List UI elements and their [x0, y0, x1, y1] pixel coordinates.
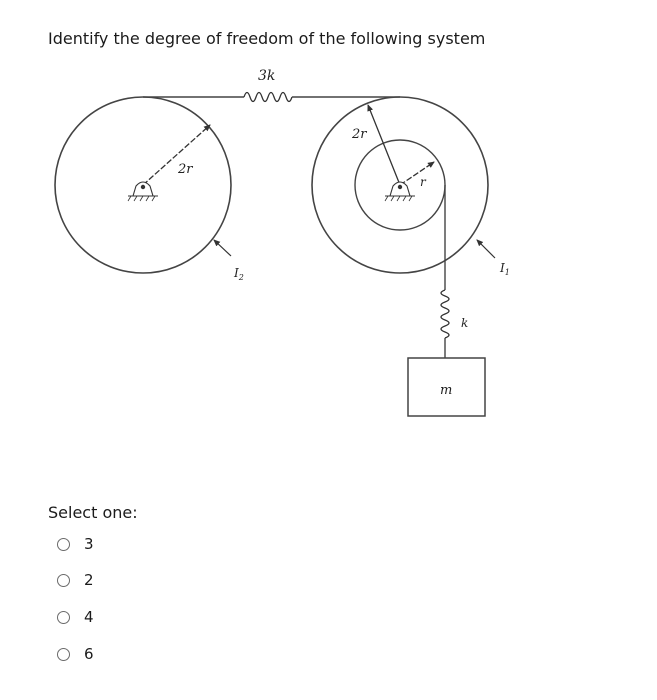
left-radius-label: 2r: [178, 162, 193, 177]
hang-spring-label: k: [461, 316, 469, 330]
option-3[interactable]: [57, 608, 94, 626]
left-disk: [55, 97, 231, 273]
right-inner-radius-label: r: [420, 175, 426, 189]
radio-circle-icon[interactable]: [57, 648, 70, 661]
option-label: 3: [84, 535, 94, 553]
option-2[interactable]: [57, 571, 94, 589]
right-outer-radius-label: 2r: [352, 127, 367, 142]
radio-circle-icon[interactable]: [57, 574, 70, 587]
radio-circle-icon[interactable]: [57, 611, 70, 624]
select-one-label: Select one:: [48, 503, 138, 522]
right-pivot-icon: [385, 182, 415, 201]
option-4[interactable]: [57, 645, 94, 663]
left-inertia-label: $I_2$: [234, 266, 244, 282]
option-1[interactable]: [57, 535, 94, 553]
mass-label: m: [440, 383, 453, 398]
hanging-spring-mass: [408, 185, 485, 416]
left-pivot-icon: [128, 182, 158, 201]
top-spring-label: 3k: [258, 68, 276, 84]
right-disk: [312, 97, 495, 273]
option-label: 4: [84, 608, 94, 626]
radio-circle-icon[interactable]: [57, 538, 70, 551]
question-text: Identify the degree of freedom of the following system: [48, 29, 486, 48]
right-inertia-label: $I_1$: [500, 261, 510, 277]
top-cable-spring: [143, 93, 400, 102]
option-label: 6: [84, 645, 94, 663]
option-label: 2: [84, 571, 94, 589]
